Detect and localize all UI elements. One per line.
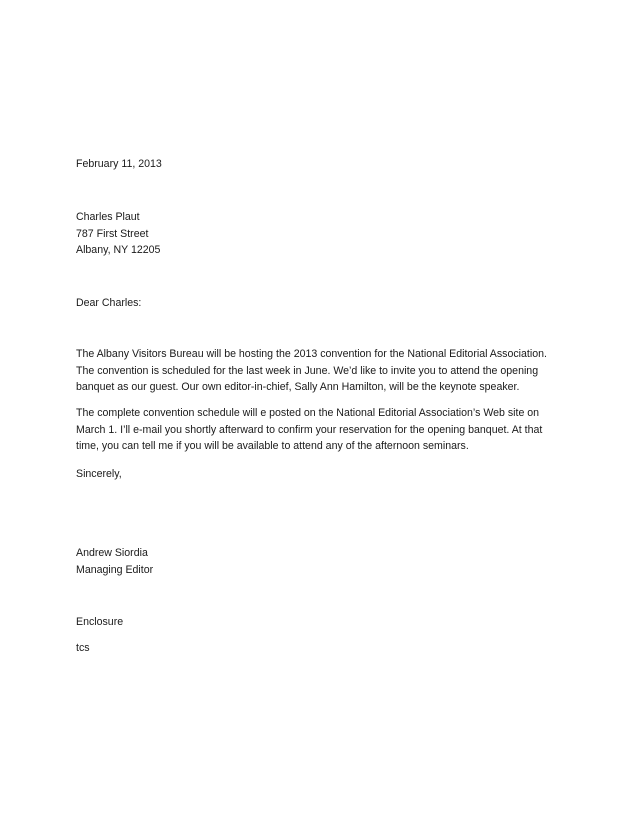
recipient-name: Charles Plaut (76, 211, 140, 223)
recipient-city-state-zip: Albany, NY 12205 (76, 244, 161, 256)
paragraph-line: The convention is scheduled for the last week in June. We’d like to invite you to attend the opening (76, 364, 539, 377)
salutation: Dear Charles: (76, 297, 142, 309)
reference-initials: tcs (76, 642, 90, 654)
recipient-street: 787 First Street (76, 228, 149, 240)
paragraph-line: The Albany Visitors Bureau will be hosting the 2013 convention for the National Editorial Association. (76, 348, 547, 360)
letter-date: February 11, 2013 (76, 158, 162, 170)
paragraph-line: The complete convention schedule will e posted on the National Editorial Association’s Web site on (76, 407, 540, 419)
paragraph-line: banquet as our guest. Our own editor-in-chief, Sally Ann Hamilton, will be the keynote speaker. (76, 381, 520, 394)
paragraph-line: March 1. I’ll e-mail you shortly afterward to confirm your reservation for the opening banquet. At that (76, 423, 543, 436)
paragraph-line: time, you can tell me if you will be available to attend any of the afternoon seminars. (76, 440, 469, 453)
closing: Sincerely, (76, 468, 122, 480)
signer-name: Andrew Siordia (76, 547, 148, 559)
signer-title: Managing Editor (76, 564, 154, 576)
body-paragraph-1 (76, 346, 556, 396)
body-paragraph-2 (76, 405, 556, 455)
enclosure-notation: Enclosure (76, 616, 124, 628)
